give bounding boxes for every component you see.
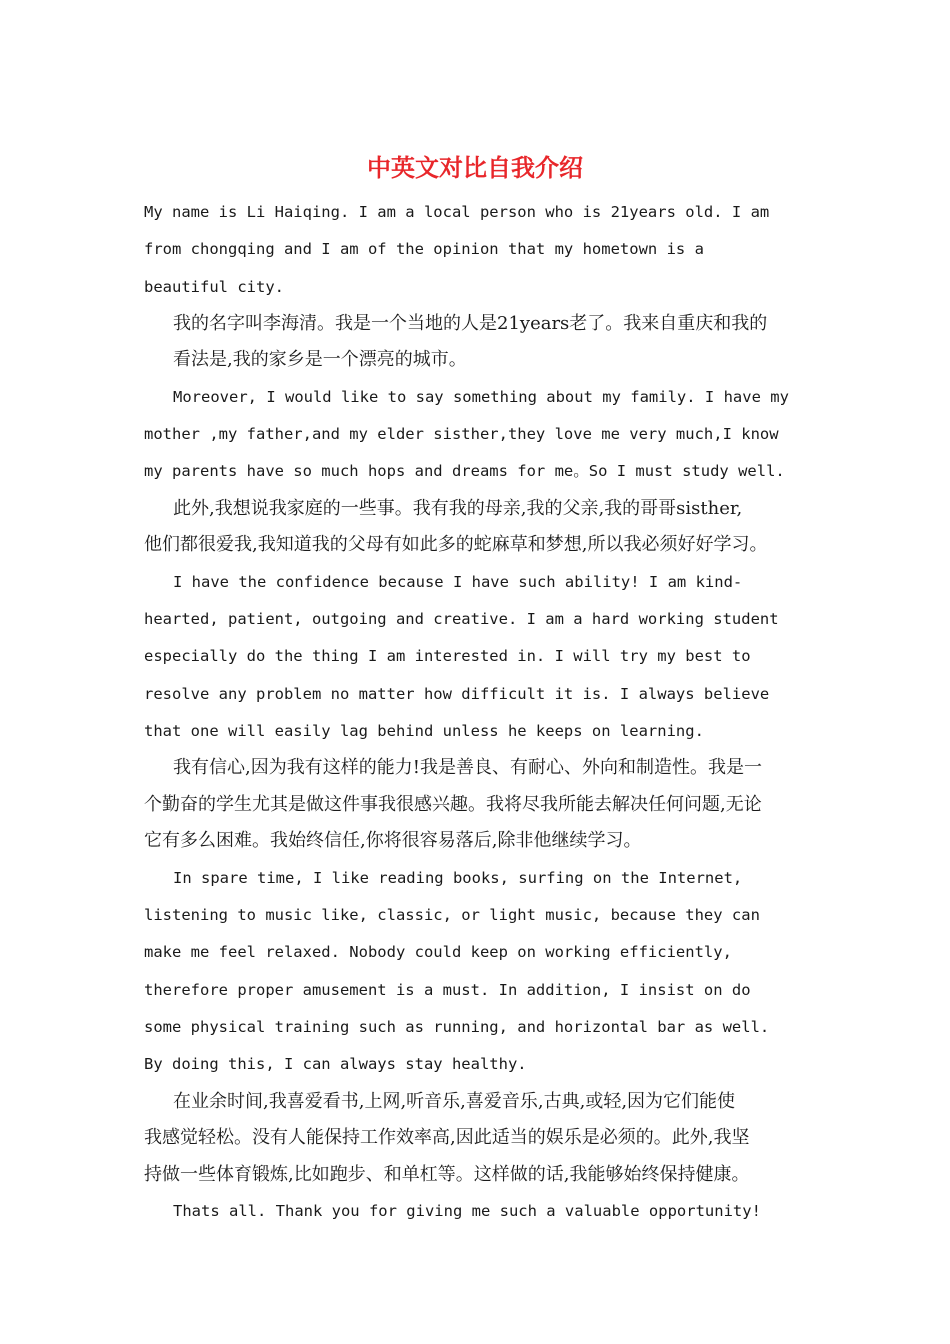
text-line: especially do the thing I am interested in. I will try my best to [144, 647, 751, 666]
text-line: My name is Li Haiqing. I am a local person who is 21years old. I am [144, 203, 770, 221]
text-line: that one will easily lag behind unless he keeps on learning. [144, 721, 704, 740]
paragraph-en-intro [144, 194, 812, 306]
text-line: Moreover, I would like to say something about my family. I have my [173, 387, 789, 406]
text-line: Thats all. Thank you for giving me such a valuable opportunity! [173, 1202, 761, 1221]
text-line: my parents have so much hops and dreams for me。So I must study well. [144, 462, 785, 481]
text-line: In spare time, I like reading books, surfing on the Internet, [173, 868, 743, 887]
document-body [144, 194, 812, 1230]
text-line: beautiful city. [144, 277, 284, 296]
text-line: from chongqing and I am of the opinion that my hometown is a [144, 240, 704, 259]
paragraph-zh-confidence [144, 750, 812, 860]
text-line: 个勤奋的学生尤其是做这件事我很感兴趣。我将尽我所能去解决任何问题,无论 [144, 793, 762, 815]
text-line: I have the confidence because I have such ability! I am kind- [173, 572, 743, 591]
text-line: 看法是,我的家乡是一个漂亮的城市。 [173, 349, 467, 371]
text-line: 持做一些体育锻炼,比如跑步、和单杠等。这样做的话,我能够始终保持健康。 [144, 1163, 750, 1185]
text-line: 它有多么困难。我始终信任,你将很容易落后,除非他继续学习。 [144, 830, 642, 852]
text-line: resolve any problem no matter how difficult it is. I always believe [144, 684, 770, 703]
text-line: 在业余时间,我喜爱看书,上网,听音乐,喜爱音乐,古典,或轻,因为它们能使 [173, 1090, 736, 1112]
paragraph-zh-family [144, 491, 812, 564]
text-line: listening to music like, classic, or light music, because they can [144, 906, 760, 925]
text-line: 我有信心,因为我有这样的能力!我是善良、有耐心、外向和制造性。我是一 [173, 757, 762, 779]
paragraph-en-spare-time [144, 860, 812, 1084]
paragraph-en-confidence [144, 564, 812, 750]
text-line: hearted, patient, outgoing and creative. I am a hard working student [144, 610, 779, 629]
document-title: 中英文对比自我介绍 [367, 153, 583, 182]
text-line: 他们都很爱我,我知道我的父母有如此多的蛇麻草和梦想,所以我必须好好学习。 [144, 534, 768, 556]
paragraph-zh-spare-time [144, 1084, 812, 1194]
text-line: 此外,我想说我家庭的一些事。我有我的母亲,我的父亲,我的哥哥sisther, [173, 497, 743, 519]
paragraph-en-family [144, 379, 812, 491]
paragraph-zh-intro [144, 306, 812, 379]
text-line: some physical training such as running, and horizontal bar as well. [144, 1017, 770, 1036]
text-line: mother ,my father,and my elder sisther,they love me very much,I know [144, 425, 779, 444]
text-line: 我的名字叫李海清。我是一个当地的人是21years老了。我来自重庆和我的 [173, 312, 768, 334]
text-line: therefore proper amusement is a must. In addition, I insist on do [144, 980, 751, 999]
text-line: make me feel relaxed. Nobody could keep on working efficiently, [144, 943, 732, 962]
text-line: 我感觉轻松。没有人能保持工作效率高,因此适当的娱乐是必须的。此外,我坚 [144, 1127, 750, 1149]
text-line: By doing this, I can always stay healthy. [144, 1055, 527, 1074]
paragraph-en-closing [144, 1193, 812, 1230]
